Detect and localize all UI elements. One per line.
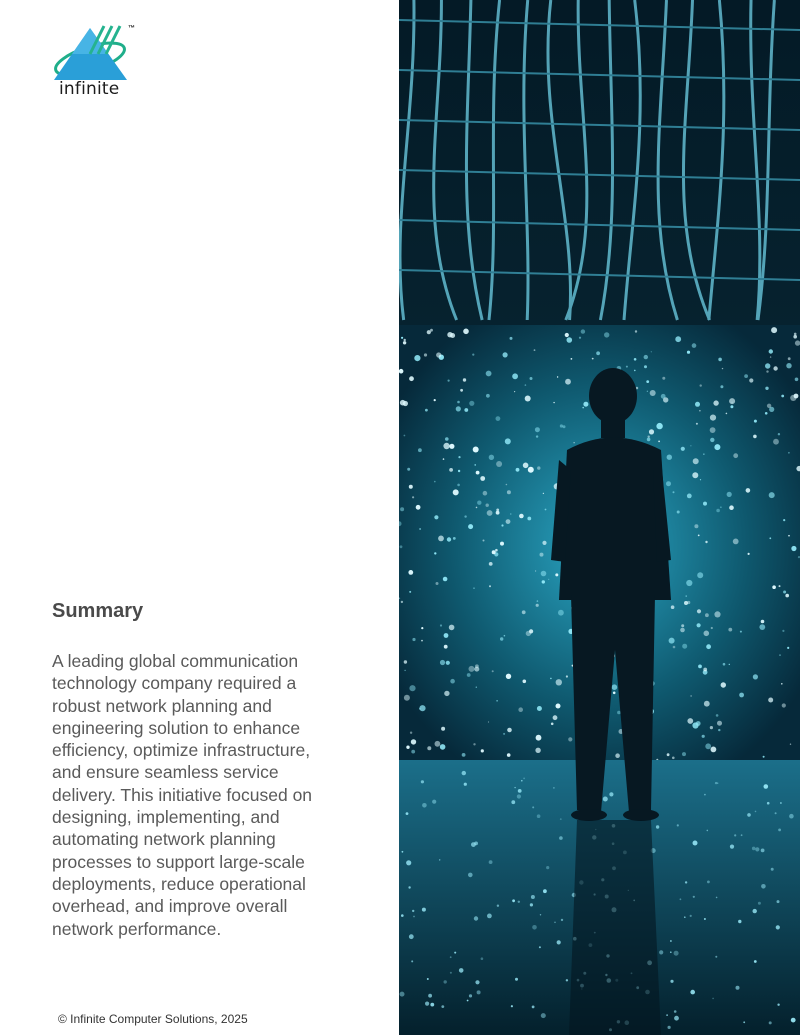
infinite-logo-mark-icon <box>52 24 142 84</box>
left-text-panel <box>0 0 399 1035</box>
summary-paragraph: A leading global communication technology company required a robust network planning and engineering solution to enhance efficiency, optimize infrastructure, and ensure seamless service delivery. This initiative focused on designing, implementing, and automating network planning processes to support large-scale deployments, reduce operational overhead, and improve overall network performance. <box>52 651 313 939</box>
data-center-photo <box>399 0 800 1035</box>
logo-wordmark: infinite <box>59 79 120 99</box>
person-facing-light-wall-image <box>399 0 800 1035</box>
summary-heading: Summary <box>52 600 144 622</box>
trademark-symbol: ™ <box>128 25 135 32</box>
infinite-logo <box>52 24 142 104</box>
footer-copyright: © Infinite Computer Solutions, 2025 <box>58 1012 248 1026</box>
